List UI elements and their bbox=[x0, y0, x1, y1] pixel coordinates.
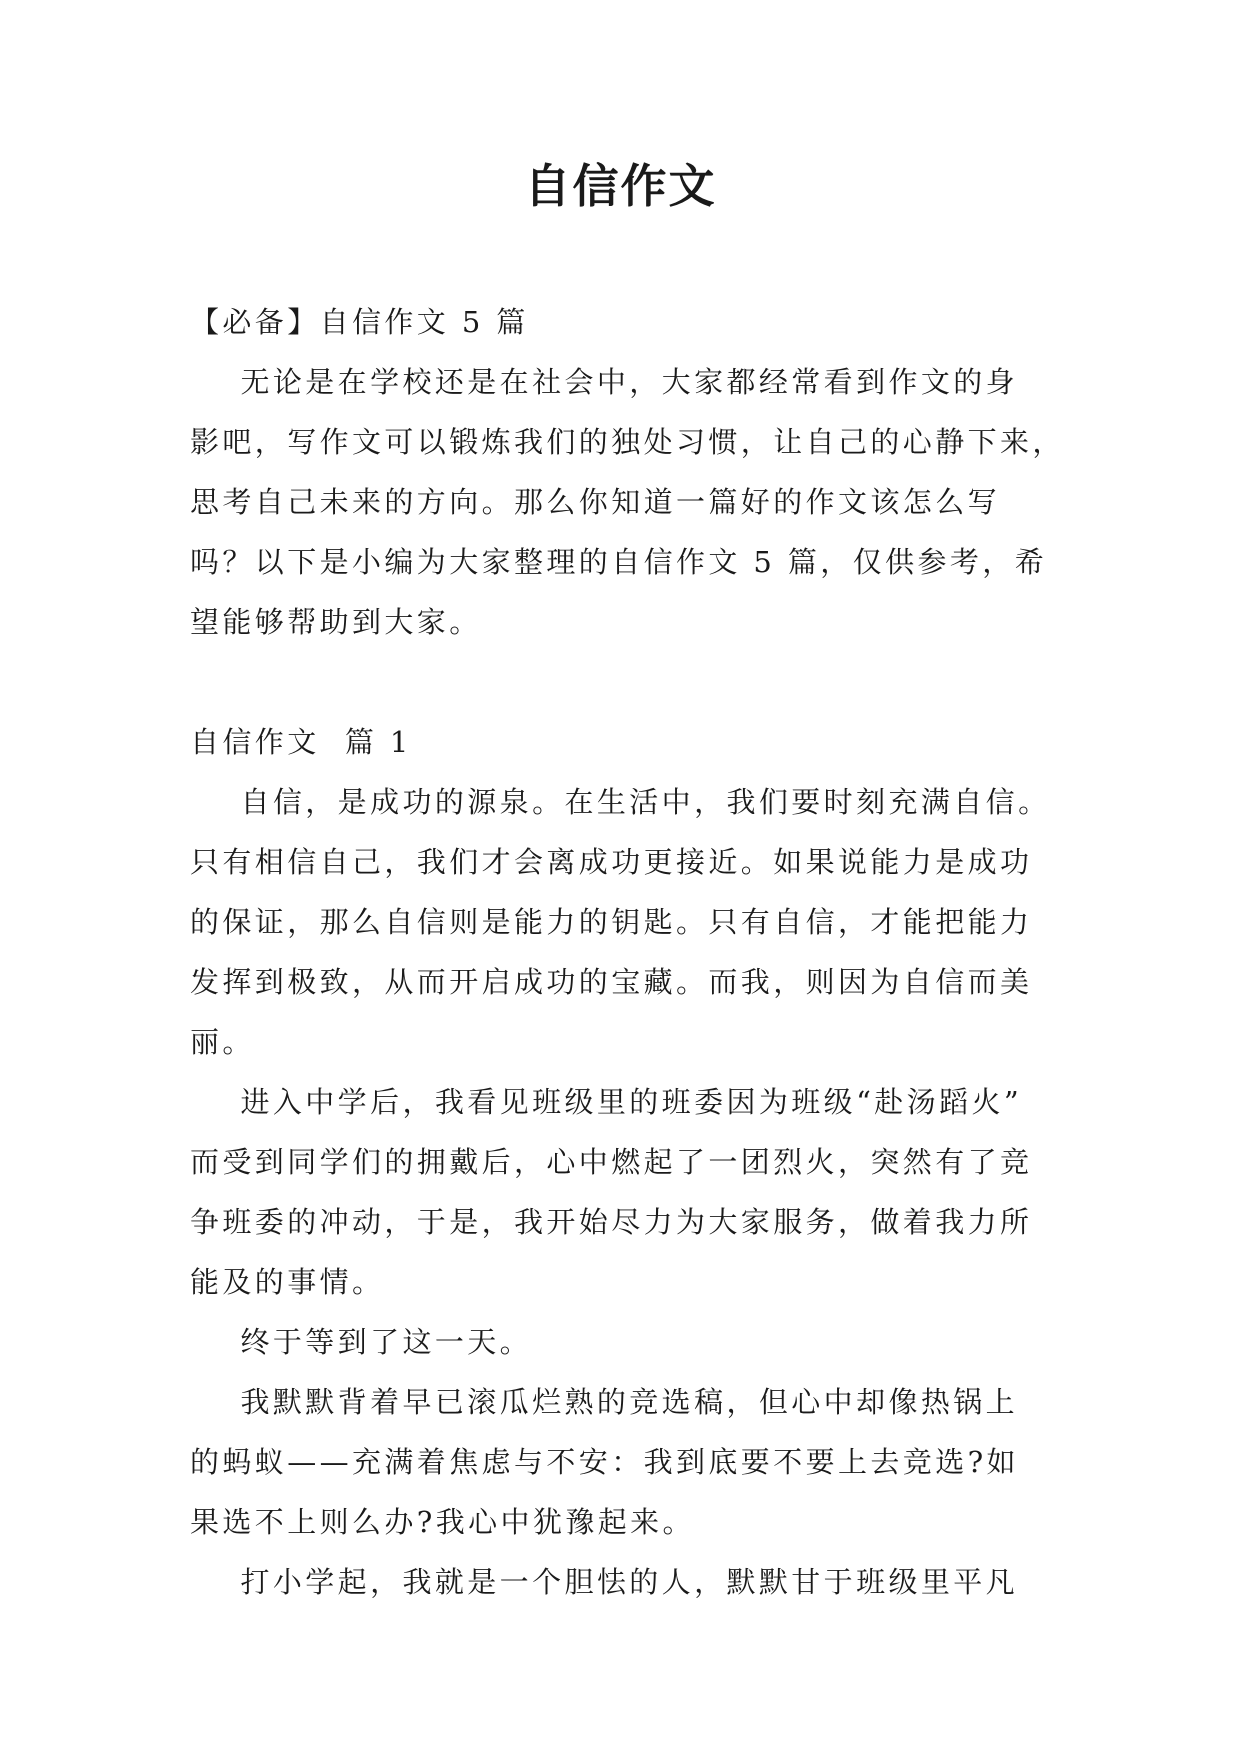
text-line: 丽。 bbox=[190, 1025, 255, 1059]
text-line: 果选不上则么办?我心中犹豫起来。 bbox=[190, 1505, 695, 1539]
text-line: 打小学起，我就是一个胆怯的人，默默甘于班级里平凡 bbox=[190, 1565, 1019, 1599]
text-line: 终于等到了这一天。 bbox=[190, 1325, 533, 1359]
text-line: 望能够帮助到大家。 bbox=[190, 605, 482, 639]
document-body bbox=[190, 292, 1065, 1612]
text-line: 争班委的冲动，于是，我开始尽力为大家服务，做着我力所 bbox=[190, 1205, 1033, 1239]
text-line: 而受到同学们的拥戴后，心中燃起了一团烈火，突然有了竞 bbox=[190, 1145, 1033, 1179]
text-line: 的蚂蚁——充满着焦虑与不安：我到底要不要上去竞选?如 bbox=[190, 1445, 1019, 1479]
text-line: 的保证，那么自信则是能力的钥匙。只有自信，才能把能力 bbox=[190, 905, 1033, 939]
text-line: 影吧，写作文可以锻炼我们的独处习惯，让自己的心静下来， bbox=[190, 425, 1065, 459]
page-title: 自信作文 bbox=[524, 159, 717, 213]
heading-line: 【必备】自信作文 5 篇 bbox=[190, 305, 529, 339]
section-heading: 自信作文 篇 1 bbox=[190, 725, 412, 759]
text-line: 我默默背着早已滚瓜烂熟的竞选稿，但心中却像热锅上 bbox=[190, 1385, 1019, 1419]
text-line: 进入中学后，我看见班级里的班委因为班级“赴汤蹈火” bbox=[190, 1085, 1023, 1119]
text-line: 能及的事情。 bbox=[190, 1265, 385, 1299]
text-line: 自信，是成功的源泉。在生活中，我们要时刻充满自信。 bbox=[190, 785, 1051, 819]
text-line: 只有相信自己，我们才会离成功更接近。如果说能力是成功 bbox=[190, 845, 1033, 879]
text-line: 吗？以下是小编为大家整理的自信作文 5 篇，仅供参考，希 bbox=[190, 545, 1048, 579]
blank-line bbox=[190, 652, 1050, 712]
text-line: 无论是在学校还是在社会中，大家都经常看到作文的身 bbox=[190, 365, 1019, 399]
text-line: 思考自己未来的方向。那么你知道一篇好的作文该怎么写 bbox=[190, 485, 1001, 519]
text-line: 发挥到极致，从而开启成功的宝藏。而我，则因为自信而美 bbox=[190, 965, 1033, 999]
